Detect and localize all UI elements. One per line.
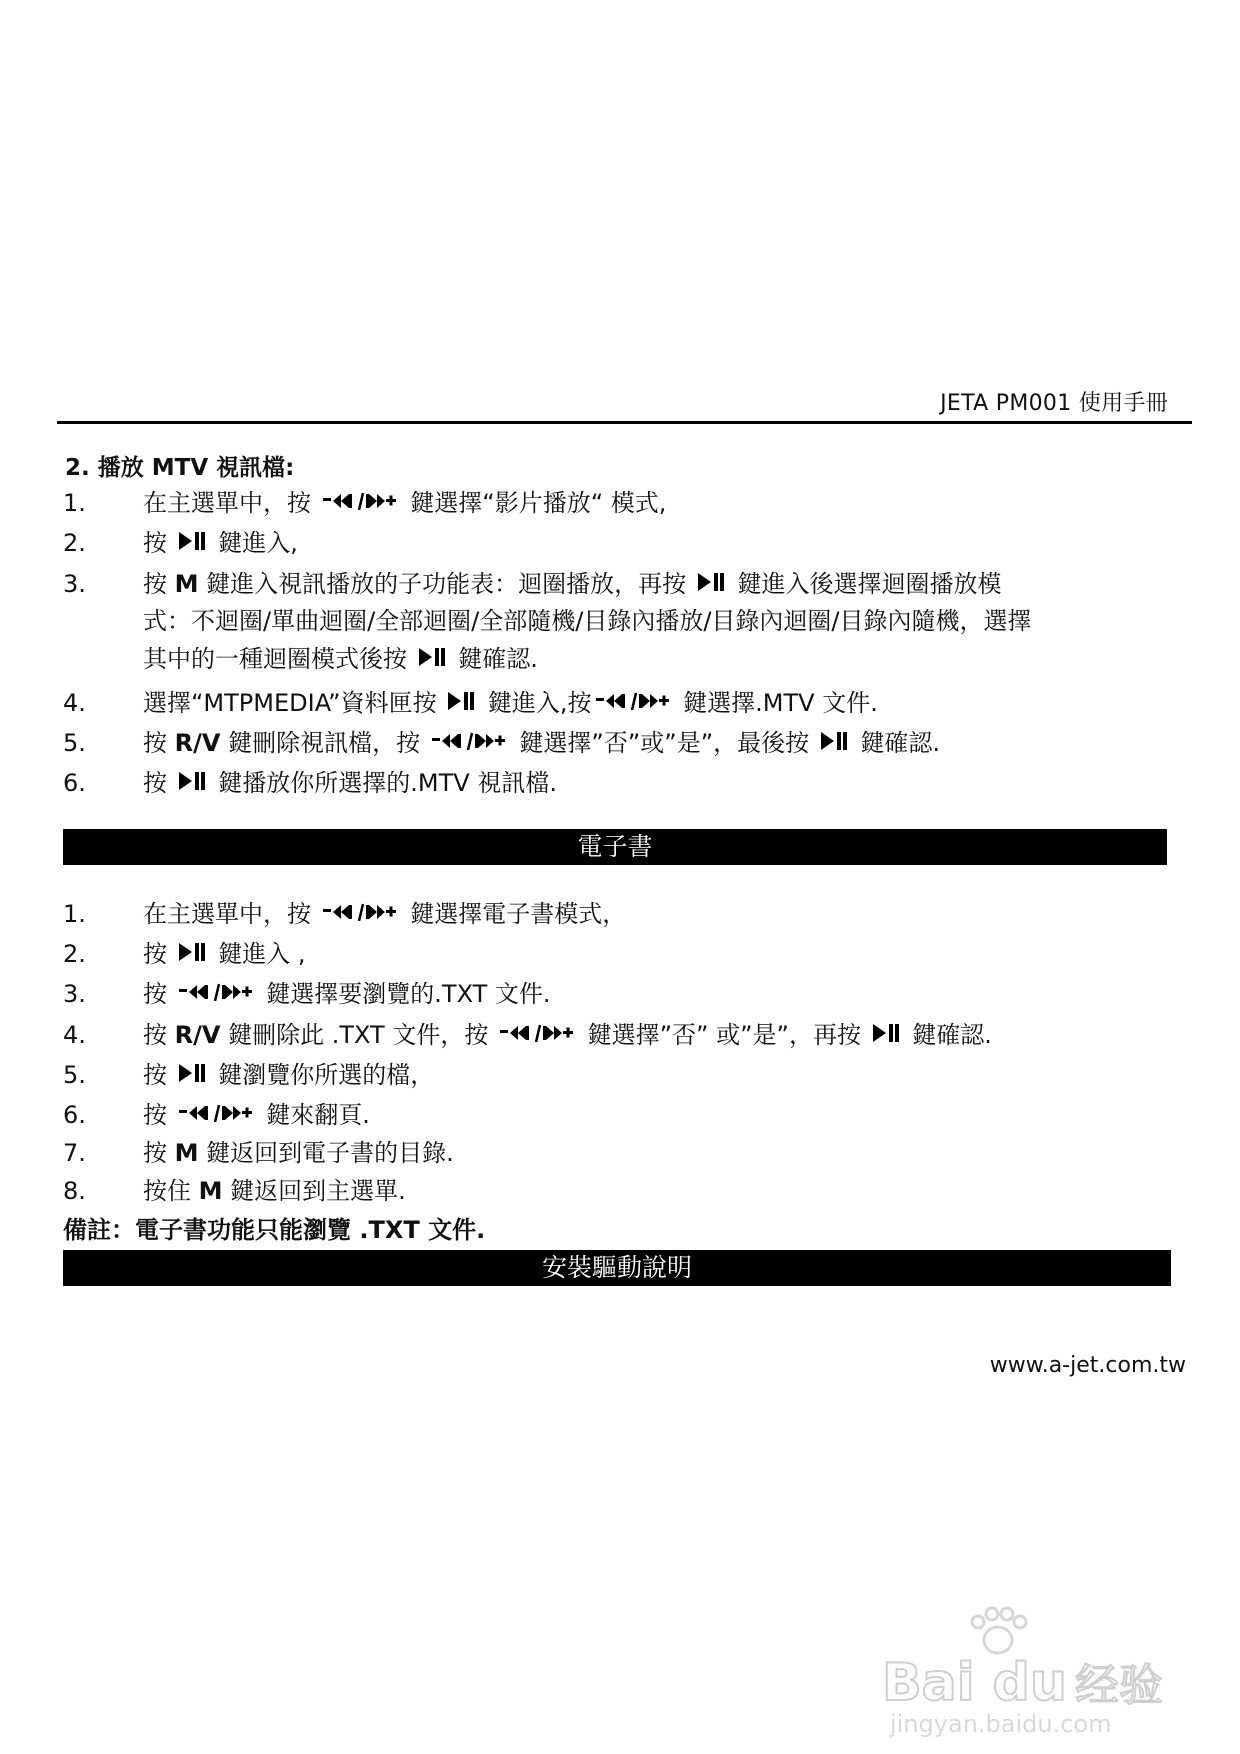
prev-next-icon xyxy=(432,732,508,750)
mtv-section-title: 2. 播放 MTV 視訊檔: xyxy=(65,455,295,481)
m-key-label: M xyxy=(174,570,199,598)
mtv-step-3: 3. 按 M 鍵進入視訊播放的子功能表：迴圈播放，再按 鍵進入後選擇迴圈播放模 xyxy=(63,570,1002,598)
play-pause-icon xyxy=(179,531,207,551)
play-pause-icon xyxy=(179,1063,207,1083)
ebook-section-band: 電子書 xyxy=(63,829,1167,865)
play-pause-icon xyxy=(179,771,207,791)
mtv-step-4: 4. 選擇“MTPMEDIA”資料匣按 鍵進入,按 鍵選擇.MTV 文件. xyxy=(63,689,878,717)
play-pause-icon xyxy=(179,942,207,962)
play-pause-icon xyxy=(873,1023,901,1043)
install-section-band: 安裝驅動說明 xyxy=(63,1250,1171,1286)
svg-text:经验: 经验 xyxy=(1075,1660,1163,1711)
m-key-label: M xyxy=(198,1177,223,1205)
baidu-jingyan-watermark xyxy=(880,1600,1180,1740)
m-key-label: M xyxy=(174,1139,199,1167)
prev-next-icon xyxy=(179,1104,255,1122)
ebook-step-1: 1. 在主選單中，按 鍵選擇電子書模式， xyxy=(63,900,627,928)
mtv-step-3-line-3: 其中的一種迴圈模式後按 鍵確認. xyxy=(143,645,538,673)
ebook-note: 備註：電子書功能只能瀏覽 .TXT 文件. xyxy=(63,1216,486,1244)
mtv-step-3-line-2: 式：不迴圈/單曲迴圈/全部迴圈/全部隨機/目錄內播放/目錄內迴圈/目錄內隨機，選擇 xyxy=(143,607,1032,635)
ebook-step-3: 3. 按 鍵選擇要瀏覽的.TXT 文件. xyxy=(63,980,551,1008)
play-pause-icon xyxy=(419,647,447,667)
ebook-step-7: 7. 按 M 鍵返回到電子書的目錄. xyxy=(63,1139,454,1167)
rv-key-label: R/V xyxy=(174,1021,221,1049)
ebook-step-8: 8. 按住 M 鍵返回到主選單. xyxy=(63,1177,406,1205)
mtv-step-2: 2. 按 鍵進入, xyxy=(63,529,298,557)
ebook-step-2: 2. 按 鍵進入 , xyxy=(63,940,306,968)
mtv-step-6: 6. 按 鍵播放你所選擇的.MTV 視訊檔. xyxy=(63,769,557,797)
ebook-step-4: 4. 按 R/V 鍵刪除此 .TXT 文件，按 鍵選擇”否” 或”是”，再按 鍵確認. xyxy=(63,1021,992,1049)
svg-text:Bai du: Bai du xyxy=(882,1653,1067,1713)
play-pause-icon xyxy=(448,691,476,711)
play-pause-icon xyxy=(698,572,726,592)
prev-next-icon xyxy=(500,1024,576,1042)
manual-header-title: JETA PM001 使用手冊 xyxy=(940,391,1168,416)
mtv-step-1: 1. 在主選單中，按 鍵選擇“影片播放“ 模式, xyxy=(63,489,667,517)
rv-key-label: R/V xyxy=(174,729,221,757)
prev-next-icon xyxy=(323,903,399,921)
prev-next-icon xyxy=(596,692,672,710)
prev-next-icon xyxy=(179,983,255,1001)
svg-text:jingyan.baidu.com: jingyan.baidu.com xyxy=(890,1710,1112,1738)
play-pause-icon xyxy=(821,731,849,751)
header-divider xyxy=(57,421,1192,424)
ebook-step-6: 6. 按 鍵來翻頁. xyxy=(63,1101,370,1129)
mtv-step-5: 5. 按 R/V 鍵刪除視訊檔，按 鍵選擇”否”或”是”，最後按 鍵確認. xyxy=(63,729,941,757)
footer-website: www.a-jet.com.tw xyxy=(989,1353,1186,1378)
ebook-step-5: 5. 按 鍵瀏覽你所選的檔， xyxy=(63,1061,435,1089)
prev-next-icon xyxy=(323,492,399,510)
